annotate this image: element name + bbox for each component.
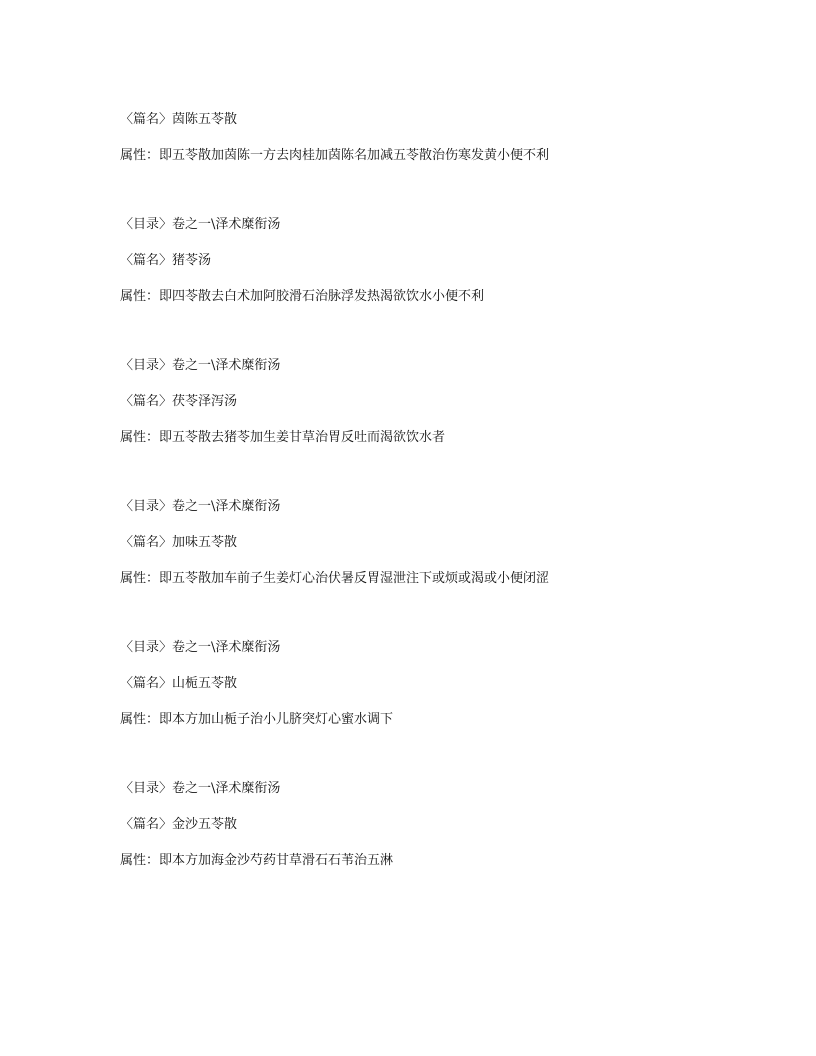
entry-title: 〈篇名〉猪苓汤 (120, 253, 212, 268)
entry-attribute: 属性：即本方加海金沙芍药甘草滑石石苇治五淋 (120, 853, 394, 868)
entry-attribute: 属性：即五苓散加车前子生姜灯心治伏暑反胃湿泄注下或烦或渴或小便闭涩 (120, 571, 550, 586)
entry-attribute: 属性：即本方加山栀子治小儿脐突灯心蜜水调下 (120, 712, 394, 727)
entry-5 (120, 640, 760, 728)
entry-title: 〈篇名〉山栀五苓散 (120, 676, 238, 691)
document-page (120, 112, 760, 869)
entry-title: 〈篇名〉茯苓泽泻汤 (120, 394, 238, 409)
entry-catalog: 〈目录〉卷之一\泽术糜衔汤 (120, 640, 281, 655)
entry-3 (120, 358, 760, 446)
entry-title: 〈篇名〉金沙五苓散 (120, 817, 238, 832)
entry-2 (120, 217, 760, 305)
entry-catalog: 〈目录〉卷之一\泽术糜衔汤 (120, 358, 281, 373)
entry-1 (120, 112, 760, 164)
entry-catalog: 〈目录〉卷之一\泽术糜衔汤 (120, 781, 281, 796)
entry-6 (120, 781, 760, 869)
entry-catalog: 〈目录〉卷之一\泽术糜衔汤 (120, 217, 281, 232)
entry-title: 〈篇名〉茵陈五苓散 (120, 112, 238, 127)
entry-title: 〈篇名〉加味五苓散 (120, 535, 238, 550)
entry-attribute: 属性：即五苓散加茵陈一方去肉桂加茵陈名加减五苓散治伤寒发黄小便不利 (120, 148, 550, 163)
entry-attribute: 属性：即四苓散去白术加阿胶滑石治脉浮发热渴欲饮水小便不利 (120, 289, 485, 304)
entry-catalog: 〈目录〉卷之一\泽术糜衔汤 (120, 499, 281, 514)
entry-4 (120, 499, 760, 587)
entry-attribute: 属性：即五苓散去猪苓加生姜甘草治胃反吐而渴欲饮水者 (120, 430, 446, 445)
